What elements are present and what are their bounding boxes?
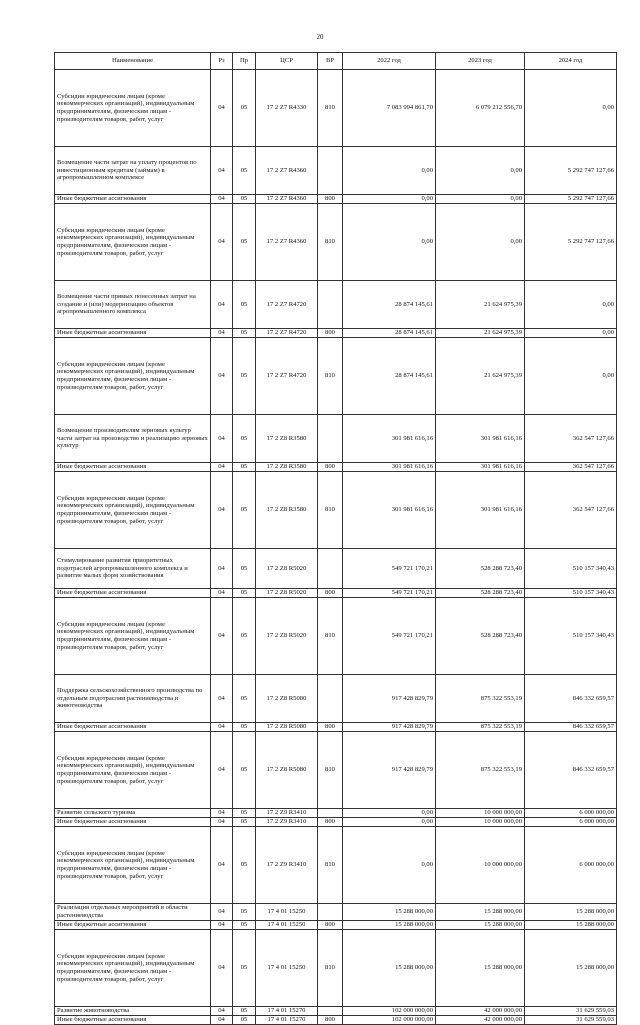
header-csr: ЦСР <box>256 53 318 70</box>
cell-csr: 17 2 Z7 R4720 <box>256 329 318 338</box>
cell-vr <box>318 415 343 463</box>
cell-2022: 0,00 <box>343 818 436 827</box>
cell-2022: 15 288 000,00 <box>343 921 436 930</box>
cell-rz: 04 <box>211 549 233 589</box>
cell-2022: 7 083 994 861,70 <box>343 70 436 147</box>
cell-2022: 549 721 170,21 <box>343 589 436 598</box>
cell-pr: 05 <box>233 463 256 472</box>
cell-2024: 5 292 747 127,66 <box>525 204 617 281</box>
cell-2023: 0,00 <box>436 147 525 195</box>
cell-vr: 800 <box>318 1016 343 1025</box>
header-pr: Пр <box>233 53 256 70</box>
cell-2024: 0,00 <box>525 338 617 415</box>
cell-pr: 05 <box>233 675 256 723</box>
table-row <box>55 921 617 930</box>
cell-vr: 800 <box>318 818 343 827</box>
cell-2024: 5 292 747 127,66 <box>525 195 617 204</box>
cell-2022: 549 721 170,21 <box>343 549 436 589</box>
cell-csr: 17 4 01 15250 <box>256 930 318 1007</box>
table-row <box>55 415 617 463</box>
table-row <box>55 1016 617 1025</box>
cell-pr: 05 <box>233 589 256 598</box>
cell-csr: 17 2 Z7 R4360 <box>256 195 318 204</box>
table-row <box>55 598 617 675</box>
cell-rz: 04 <box>211 904 233 921</box>
cell-2023: 301 981 616,16 <box>436 472 525 549</box>
cell-rz: 04 <box>211 204 233 281</box>
cell-2022: 28 874 145,61 <box>343 281 436 329</box>
cell-2022: 0,00 <box>343 809 436 818</box>
cell-2022: 549 721 170,21 <box>343 598 436 675</box>
table-row <box>55 472 617 549</box>
cell-2024: 362 547 127,66 <box>525 463 617 472</box>
cell-rz: 04 <box>211 809 233 818</box>
cell-vr <box>318 281 343 329</box>
cell-csr: 17 2 Z8 R5080 <box>256 675 318 723</box>
cell-name: Иные бюджетные ассигнования <box>55 329 211 338</box>
header-2024: 2024 год <box>525 53 617 70</box>
cell-name: Возмещение части затрат на уплату процентов по инвестиционным кредитам (займам) в агропромышленном комплексе <box>55 147 211 195</box>
cell-csr: 17 2 Z7 R4720 <box>256 338 318 415</box>
cell-name: Иные бюджетные ассигнования <box>55 921 211 930</box>
cell-2023: 0,00 <box>436 195 525 204</box>
cell-csr: 17 2 Z9 R3410 <box>256 818 318 827</box>
cell-rz: 04 <box>211 338 233 415</box>
cell-2023: 15 288 000,00 <box>436 921 525 930</box>
cell-csr: 17 2 Z7 R4720 <box>256 281 318 329</box>
cell-rz: 04 <box>211 675 233 723</box>
cell-2022: 0,00 <box>343 827 436 904</box>
cell-2022: 15 288 000,00 <box>343 930 436 1007</box>
table-row <box>55 329 617 338</box>
cell-csr: 17 2 Z8 R5020 <box>256 598 318 675</box>
cell-2023: 875 322 553,19 <box>436 723 525 732</box>
cell-2023: 875 322 553,19 <box>436 732 525 809</box>
cell-rz: 04 <box>211 147 233 195</box>
cell-2022: 28 874 145,61 <box>343 338 436 415</box>
cell-name: Субсидии юридическим лицам (кроме некоммерческих организаций), индивидуальным предпринимателям, физическим лицам - производителям товаров, работ, услуг <box>55 930 211 1007</box>
table-row <box>55 1007 617 1016</box>
cell-2023: 528 288 723,40 <box>436 589 525 598</box>
cell-pr: 05 <box>233 921 256 930</box>
cell-name: Развитие сельского туризма <box>55 809 211 818</box>
cell-name: Возмещение части прямых понесенных затрат на создание и (или) модернизацию объектов агропромышленного комплекса <box>55 281 211 329</box>
cell-vr: 800 <box>318 463 343 472</box>
cell-2023: 10 000 000,00 <box>436 827 525 904</box>
cell-2024: 0,00 <box>525 329 617 338</box>
cell-csr: 17 4 01 15270 <box>256 1016 318 1025</box>
cell-pr: 05 <box>233 70 256 147</box>
cell-csr: 17 2 Z8 R5020 <box>256 549 318 589</box>
table-row <box>55 809 617 818</box>
cell-vr: 800 <box>318 723 343 732</box>
cell-name: Поддержка сельскохозяйственного производства по отдельным подотраслям растениеводства и животноводства <box>55 675 211 723</box>
cell-2022: 917 428 829,79 <box>343 723 436 732</box>
cell-vr: 800 <box>318 589 343 598</box>
cell-2023: 875 322 553,19 <box>436 675 525 723</box>
cell-2023: 42 000 000,00 <box>436 1016 525 1025</box>
cell-2023: 21 624 975,39 <box>436 329 525 338</box>
cell-2022: 301 981 616,16 <box>343 463 436 472</box>
cell-2024: 6 000 000,00 <box>525 827 617 904</box>
cell-2022: 28 874 145,61 <box>343 329 436 338</box>
cell-csr: 17 4 01 15250 <box>256 921 318 930</box>
cell-rz: 04 <box>211 70 233 147</box>
header-vr: ВР <box>318 53 343 70</box>
cell-2023: 528 288 723,40 <box>436 598 525 675</box>
table-row <box>55 732 617 809</box>
cell-vr: 800 <box>318 329 343 338</box>
cell-vr: 810 <box>318 338 343 415</box>
table-row <box>55 675 617 723</box>
cell-pr: 05 <box>233 818 256 827</box>
cell-rz: 04 <box>211 329 233 338</box>
cell-pr: 05 <box>233 904 256 921</box>
cell-pr: 05 <box>233 809 256 818</box>
cell-vr: 810 <box>318 472 343 549</box>
table-row <box>55 818 617 827</box>
cell-name: Субсидии юридическим лицам (кроме некоммерческих организаций), индивидуальным предпринимателям, физическим лицам - производителям товаров, работ, услуг <box>55 827 211 904</box>
cell-name: Иные бюджетные ассигнования <box>55 723 211 732</box>
cell-2023: 15 288 000,00 <box>436 930 525 1007</box>
table-row <box>55 549 617 589</box>
cell-2022: 917 428 829,79 <box>343 732 436 809</box>
cell-pr: 05 <box>233 827 256 904</box>
cell-rz: 04 <box>211 732 233 809</box>
cell-name: Субсидии юридическим лицам (кроме некоммерческих организаций), индивидуальным предпринимателям, физическим лицам - производителям товаров, работ, услуг <box>55 598 211 675</box>
cell-2024: 362 547 127,66 <box>525 472 617 549</box>
cell-vr: 800 <box>318 921 343 930</box>
cell-2024: 362 547 127,66 <box>525 415 617 463</box>
cell-name: Стимулирование развития приоритетных подотраслей агропромышленного комплекса и развитие малых форм хозяйствования <box>55 549 211 589</box>
cell-pr: 05 <box>233 723 256 732</box>
cell-pr: 05 <box>233 329 256 338</box>
cell-vr: 810 <box>318 204 343 281</box>
cell-pr: 05 <box>233 472 256 549</box>
cell-2022: 301 981 616,16 <box>343 472 436 549</box>
cell-csr: 17 4 01 15250 <box>256 904 318 921</box>
cell-name: Иные бюджетные ассигнования <box>55 463 211 472</box>
cell-2024: 5 292 747 127,66 <box>525 147 617 195</box>
cell-csr: 17 2 Z9 R3410 <box>256 827 318 904</box>
cell-2023: 21 624 975,39 <box>436 338 525 415</box>
cell-2022: 102 000 000,00 <box>343 1007 436 1016</box>
cell-name: Субсидии юридическим лицам (кроме некоммерческих организаций), индивидуальным предпринимателям, физическим лицам - производителям товаров, работ, услуг <box>55 472 211 549</box>
table-row <box>55 281 617 329</box>
cell-rz: 04 <box>211 818 233 827</box>
cell-rz: 04 <box>211 415 233 463</box>
cell-vr: 810 <box>318 930 343 1007</box>
cell-2024: 6 000 000,00 <box>525 818 617 827</box>
table-row <box>55 589 617 598</box>
cell-2024: 0,00 <box>525 70 617 147</box>
cell-2023: 6 079 212 556,70 <box>436 70 525 147</box>
cell-csr: 17 2 Z7 R4330 <box>256 70 318 147</box>
cell-2022: 0,00 <box>343 204 436 281</box>
cell-2023: 301 981 616,16 <box>436 415 525 463</box>
page-number: 20 <box>316 33 324 41</box>
cell-pr: 05 <box>233 204 256 281</box>
cell-name: Иные бюджетные ассигнования <box>55 818 211 827</box>
cell-pr: 05 <box>233 415 256 463</box>
cell-pr: 05 <box>233 147 256 195</box>
cell-pr: 05 <box>233 1007 256 1016</box>
cell-csr: 17 2 Z8 R5080 <box>256 732 318 809</box>
cell-2024: 31 629 559,03 <box>525 1007 617 1016</box>
cell-2024: 846 332 659,57 <box>525 723 617 732</box>
cell-vr <box>318 904 343 921</box>
cell-2024: 0,00 <box>525 281 617 329</box>
table-row <box>55 930 617 1007</box>
cell-2023: 42 000 000,00 <box>436 1007 525 1016</box>
cell-name: Реализация отдельных мероприятий в области растениеводства <box>55 904 211 921</box>
cell-pr: 05 <box>233 338 256 415</box>
cell-rz: 04 <box>211 1016 233 1025</box>
cell-name: Иные бюджетные ассигнования <box>55 589 211 598</box>
cell-2023: 0,00 <box>436 204 525 281</box>
cell-name: Субсидии юридическим лицам (кроме некоммерческих организаций), индивидуальным предпринимателям, физическим лицам - производителям товаров, работ, услуг <box>55 732 211 809</box>
table-row <box>55 723 617 732</box>
cell-2023: 10 000 000,00 <box>436 809 525 818</box>
cell-2023: 15 288 000,00 <box>436 904 525 921</box>
cell-rz: 04 <box>211 472 233 549</box>
table-row <box>55 463 617 472</box>
cell-name: Субсидии юридическим лицам (кроме некоммерческих организаций), индивидуальным предпринимателям, физическим лицам - производителям товаров, работ, услуг <box>55 70 211 147</box>
cell-csr: 17 2 Z8 R3580 <box>256 415 318 463</box>
cell-2023: 301 981 616,16 <box>436 463 525 472</box>
header-rz: Рз <box>211 53 233 70</box>
cell-vr: 810 <box>318 70 343 147</box>
cell-rz: 04 <box>211 463 233 472</box>
header-name: Наименование <box>55 53 211 70</box>
cell-2022: 0,00 <box>343 195 436 204</box>
cell-vr <box>318 1007 343 1016</box>
budget-table <box>54 52 617 1025</box>
cell-vr: 800 <box>318 195 343 204</box>
cell-vr: 810 <box>318 827 343 904</box>
table-header-row <box>55 53 617 70</box>
cell-name: Иные бюджетные ассигнования <box>55 1016 211 1025</box>
cell-2024: 31 629 559,03 <box>525 1016 617 1025</box>
cell-csr: 17 2 Z9 R3410 <box>256 809 318 818</box>
cell-vr <box>318 809 343 818</box>
cell-2023: 10 000 000,00 <box>436 818 525 827</box>
cell-pr: 05 <box>233 195 256 204</box>
cell-rz: 04 <box>211 195 233 204</box>
cell-name: Субсидии юридическим лицам (кроме некоммерческих организаций), индивидуальным предпринимателям, физическим лицам - производителям товаров, работ, услуг <box>55 204 211 281</box>
table-row <box>55 195 617 204</box>
table-row <box>55 827 617 904</box>
cell-pr: 05 <box>233 598 256 675</box>
cell-2022: 301 981 616,16 <box>343 415 436 463</box>
cell-pr: 05 <box>233 732 256 809</box>
cell-vr: 810 <box>318 598 343 675</box>
cell-csr: 17 4 01 15270 <box>256 1007 318 1016</box>
cell-2024: 510 157 340,43 <box>525 589 617 598</box>
cell-2024: 15 288 000,00 <box>525 921 617 930</box>
table-row <box>55 904 617 921</box>
cell-pr: 05 <box>233 281 256 329</box>
cell-csr: 17 2 Z8 R5020 <box>256 589 318 598</box>
cell-csr: 17 2 Z8 R5080 <box>256 723 318 732</box>
cell-vr: 810 <box>318 732 343 809</box>
cell-name: Иные бюджетные ассигнования <box>55 195 211 204</box>
header-2022: 2022 год <box>343 53 436 70</box>
cell-2024: 846 332 659,57 <box>525 675 617 723</box>
cell-pr: 05 <box>233 930 256 1007</box>
cell-pr: 05 <box>233 1016 256 1025</box>
cell-vr <box>318 549 343 589</box>
cell-rz: 04 <box>211 281 233 329</box>
table-row <box>55 338 617 415</box>
cell-rz: 04 <box>211 589 233 598</box>
cell-name: Развитие животноводства <box>55 1007 211 1016</box>
cell-2022: 0,00 <box>343 147 436 195</box>
cell-vr <box>318 675 343 723</box>
cell-rz: 04 <box>211 921 233 930</box>
header-2023: 2023 год <box>436 53 525 70</box>
cell-csr: 17 2 Z7 R4360 <box>256 147 318 195</box>
cell-pr: 05 <box>233 549 256 589</box>
cell-2024: 510 157 340,43 <box>525 549 617 589</box>
cell-2024: 846 332 659,57 <box>525 732 617 809</box>
cell-csr: 17 2 Z7 R4360 <box>256 204 318 281</box>
cell-2022: 102 000 000,00 <box>343 1016 436 1025</box>
cell-rz: 04 <box>211 1007 233 1016</box>
cell-2023: 21 624 975,39 <box>436 281 525 329</box>
cell-2024: 6 000 000,00 <box>525 809 617 818</box>
cell-rz: 04 <box>211 598 233 675</box>
table-row <box>55 147 617 195</box>
cell-vr <box>318 147 343 195</box>
cell-rz: 04 <box>211 723 233 732</box>
cell-2024: 510 157 340,43 <box>525 598 617 675</box>
cell-rz: 04 <box>211 930 233 1007</box>
cell-2022: 917 428 829,79 <box>343 675 436 723</box>
table-row <box>55 70 617 147</box>
cell-csr: 17 2 Z8 R3580 <box>256 472 318 549</box>
cell-name: Субсидии юридическим лицам (кроме некоммерческих организаций), индивидуальным предпринимателям, физическим лицам - производителям товаров, работ, услуг <box>55 338 211 415</box>
cell-rz: 04 <box>211 827 233 904</box>
cell-2024: 15 288 000,00 <box>525 904 617 921</box>
cell-2024: 15 288 000,00 <box>525 930 617 1007</box>
cell-name: Возмещение производителям зерновых культур части затрат на производство и реализацию зерновых культур <box>55 415 211 463</box>
table-row <box>55 204 617 281</box>
cell-2022: 15 288 000,00 <box>343 904 436 921</box>
cell-2023: 528 288 723,40 <box>436 549 525 589</box>
cell-csr: 17 2 Z8 R3580 <box>256 463 318 472</box>
